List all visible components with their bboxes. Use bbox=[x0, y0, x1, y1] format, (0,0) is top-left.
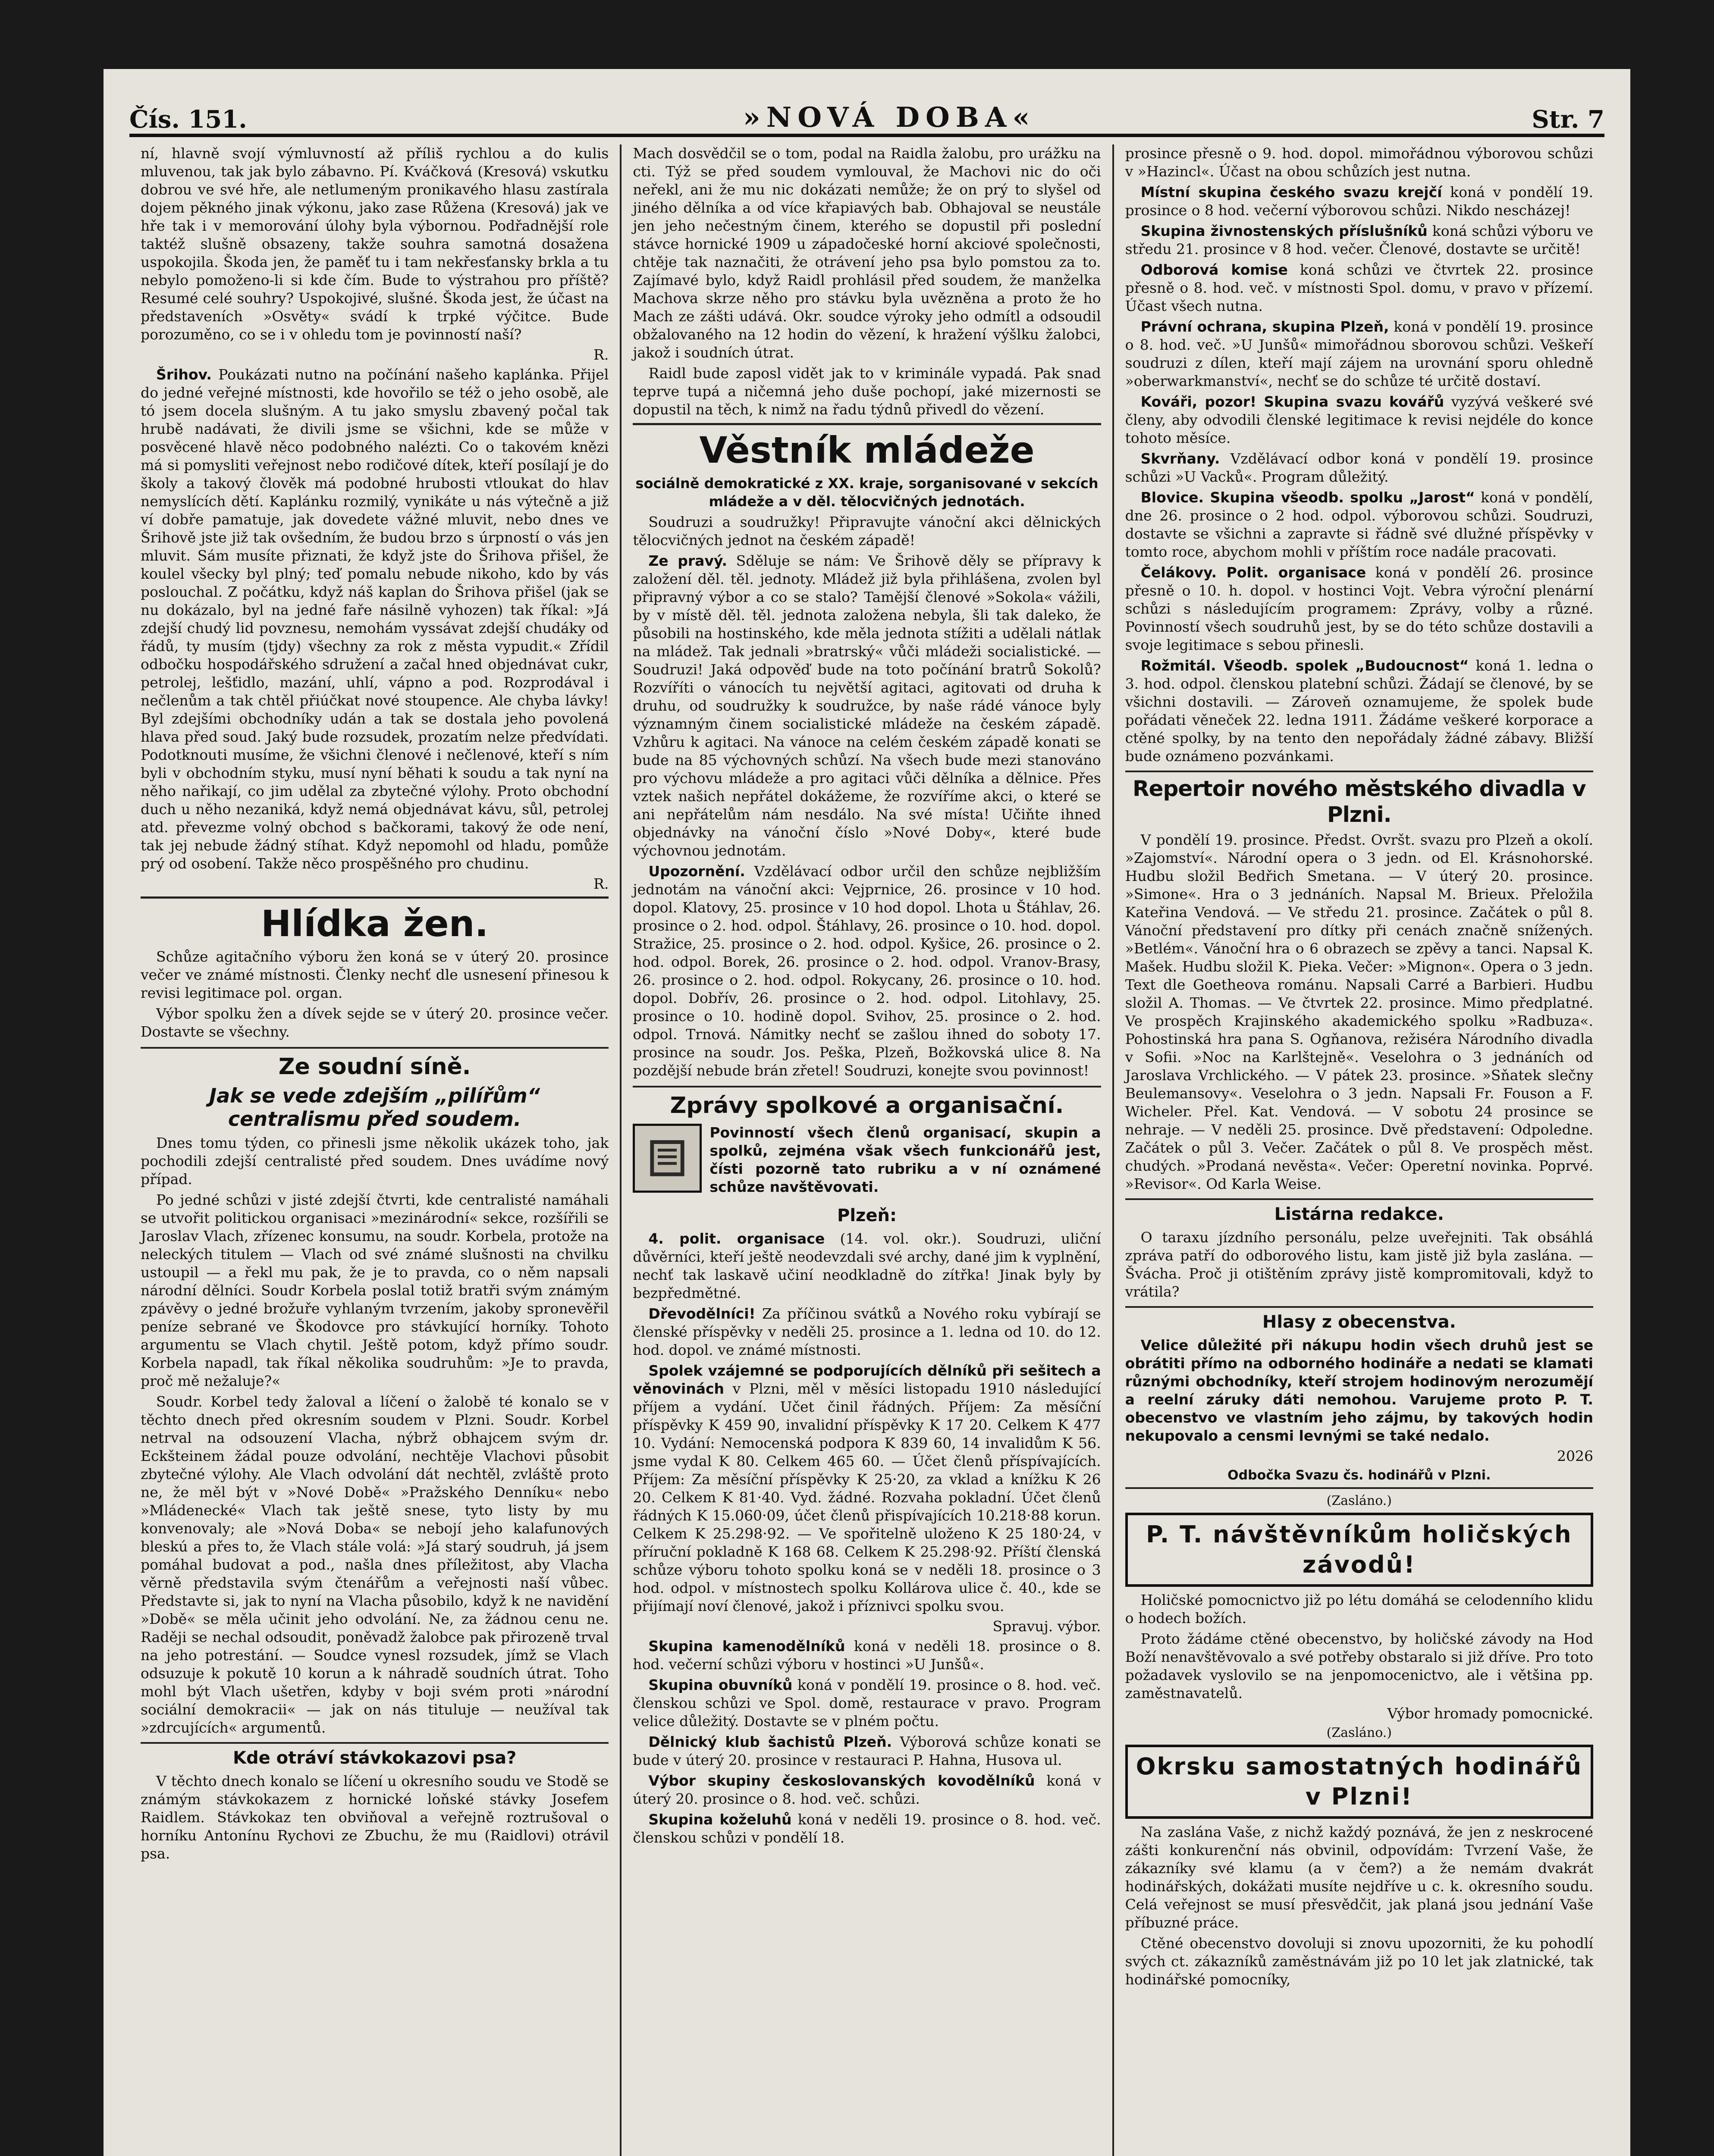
assoc-item-heading-10: Skupina živnostenských příslušníků bbox=[1140, 222, 1428, 239]
divider bbox=[1125, 1487, 1593, 1489]
associations-section-heading: Zprávy spolkové a organisační. bbox=[633, 1086, 1101, 1119]
letters-text: O taraxu jízdního personálu, pelze uveřejniti. Tak obsáhlá zpráva patří do odborového listu, kam jistě již byla zaslána. — Švácha. Proč ji otištěním zprávy jistě kompromitovali, když to vrátila? bbox=[1125, 1229, 1593, 1300]
youth-section-subtitle: sociálně demokratické z XX. kraje, sorganisované v sekcích mládeže a v děl. tělocvičných jednotách. bbox=[635, 475, 1099, 510]
column-3 bbox=[1114, 144, 1604, 2156]
assoc-item-heading-13: Kováři, pozor! Skupina svazu kovářů bbox=[1140, 393, 1444, 410]
barbers-notice-text-1: Holičské pomocnictvo již po létu domáhá se celodenního klidu o hodech božích. bbox=[1125, 1592, 1593, 1626]
page-number: Str. 7 bbox=[1532, 105, 1604, 134]
assoc-item-heading-5: Skupina obuvníků bbox=[648, 1677, 793, 1693]
srihov-signature: R. bbox=[593, 875, 609, 892]
youth-item-heading-2: Upozornění. bbox=[648, 863, 745, 880]
assoc-item-heading-17: Rožmitál. Všeodb. spolek „Budoucnost“ bbox=[1140, 657, 1469, 674]
assoc-item-text-3: v Plzni, měl v měsíci listopadu 1910 následující příjem a vydání. Učet činil řádných. Příjem: Za měsíční příspěvky K 459 90, invalidní příspěvky K 17 20. Celkem K 477 10. Vydání: Nemocenská podpora K 839 60, 14 invalidům K 56. jsme vydal K 80. Celkem 465 60. — Účet členů příspívajících. Příjem: Za měsíční příspěvky K 25·20, za vklad a knížku K 26 20. Celkem K 81·40. Vyd. žádné. Rozvaha pokladní. Účet členů řádných K 15.060·09, účet členů přispívajících 10.218·88 korun. Celkem K 25.298·92. — Ve spořitelně uloženo K 25 180·24, v příruční pokladně K 168 68. Celkem K 25.298·92. Příští členská schůze výboru tohoto spolku koná se v neděli 18. prosince o 3 hod. odpol. v místnostech spolku Kollárova ulice č. 40., kde se přijímají noví členové, jakož i příznivci spolku svou. bbox=[633, 1380, 1101, 1614]
assoc-item-heading-15: Blovice. Skupina všeodb. spolku „Jarost“ bbox=[1140, 489, 1475, 506]
youth-item-text-1: Sděluje se nám: Ve Šrihově děly se přípravy k založení děl. těl. jednoty. Mládež již byla přihlášena, zvolen byl připravný výbor a co se stalo? Tamější členové »Sokola« vážili, by v místě děl. těl. jednota založena nebyla, šli tak daleko, že působili na hostinského, kde měla jednota stížiti a udělali nátlak na mládež. Tak jednali »bratrský« vůči mládeži socialistické. — Soudruzi! Jaká odpověď bude na toto počínání bratrů Sokolů? Rozvíříti o vánocích tu největší agitaci, agitovati od druha k druhu, od soudružky k soudružce, by naše rádé vánoce byly významným činem socialistické mládeže na českém západě. Vzhůru k agitaci. Na vánoce na celém českém západě konati se bude na 85 výchovných schůzí. Na všech bude mezi stanováno pro výchovu mládeže a pro agitaci vůči dělníka a dělnice. Přes vztek našich nepřátel dokážeme, že rozvíříme akci, o které se ani nepřátelům nám nesdálo. Na své místa! Učiňte ihned objednávky na vánoční číslo »Nové Doby«, které bude výchovnou jednotám. bbox=[633, 552, 1101, 859]
strike-paragraph-3: Raidl bude zaposl vidět jak to v kriminále vypadá. Pak snad teprve tupá a ničemná jeho duše pochopí, jaké mizernosti se dopustil na těch, k nimž na řadu týdnů přivedl do vězení. bbox=[633, 365, 1101, 418]
women-section-heading: Hlídka žen. bbox=[141, 896, 609, 944]
paper-title: »NOVÁ DOBA« bbox=[743, 101, 1036, 134]
sent-in-label-2: (Zasláno.) bbox=[1326, 1725, 1392, 1740]
assoc-item-text-5: koná v pondělí 19. prosince o 8. hod. več. členskou schůzi ve Spol. domě, restaurace v pravo. Program velice důležitý. Dostavte se v plném počtu. bbox=[633, 1677, 1101, 1730]
public-voices-signature: Odbočka Svazu čs. hodinářů v Plzni. bbox=[1227, 1468, 1491, 1483]
masthead bbox=[129, 86, 1604, 137]
srihov-heading: Šrihov. bbox=[156, 366, 212, 383]
assoc-item-text-6: Výborová schůze konati se bude v úterý 20. prosince v restauraci P. Hahna, Husova ul. bbox=[633, 1733, 1101, 1768]
assoc-item-heading-6: Dělnický klub šachistů Plzeň. bbox=[648, 1733, 892, 1750]
assoc-item-text-7: koná v úterý 20. prosince o 8. hod. več. schůzi. bbox=[633, 1772, 1101, 1807]
assoc-item-heading-4: Skupina kamenodělníků bbox=[648, 1638, 845, 1655]
assoc-item-text-15: koná v pondělí, dne 26. prosince o 2 hod. odpol. výborovou schůzi. Soudruzi, dostavte se všichni a zapravte si řádně své dlužné příspěvky v tomto roce, abychom mohli v příštím roce nadále pracovati. bbox=[1125, 489, 1593, 560]
assoc-item-heading-1: 4. polit. organisace bbox=[648, 1230, 825, 1247]
city-heading: Plzeň: bbox=[837, 1206, 897, 1225]
newspaper-page bbox=[104, 69, 1630, 2156]
associations-notice bbox=[633, 1124, 1101, 1196]
assoc-item-text-17: koná 1. ledna o 3. hod. odpol. členskou platební schůzi. Žádají se členové, by se všichni dostavili. — Zároveň oznamujeme, že spolek bude pořádati věneček 22. ledna 1911. Žádáme veškeré korporace a ctěné spolky, by na tento den nepořádaly žádné zábavy. Bližší bude oznámeno pozvánkami. bbox=[1125, 657, 1593, 765]
columns bbox=[129, 144, 1604, 2156]
assoc-item-heading-16: Čelákovy. Polit. organisace bbox=[1140, 564, 1366, 581]
assoc-item-text-1: (14. vol. okr.). Soudruzi, uliční důvěrníci, kteří ještě neodevzdali své archy, dané jim k vyplnění, nechť tak laskavě učiní neodkladně do zítřka! Jinak byly by bezpředmětné. bbox=[633, 1230, 1101, 1301]
court-article-title: Jak se vede zdejším „pilířům“ centralismu před soudem. bbox=[209, 1084, 540, 1131]
strike-article-title: Kde otráví stávkokazovi psa? bbox=[141, 1742, 609, 1769]
assoc-item-text-10: koná schůzi výboru ve středu 21. prosince v 8 hod. večer. Členové, dostavte se určitě! bbox=[1125, 222, 1593, 257]
barbers-notice-text-2: Proto žádáme ctěné obecenstvo, by holičské závody na Hod Boží nenavštěvovalo a své potřeby obstaralo si již dříve. Pro toto požadavek vyslovilo se na jenpomocenictvo, ale i většina pp. zaměstnavatelů. bbox=[1125, 1630, 1593, 1702]
public-voices-number: 2026 bbox=[1557, 1448, 1593, 1464]
public-voices-heading: Hlasy z obecenstva. bbox=[1125, 1306, 1593, 1333]
watchmakers-notice-text-1: Na zaslána Vaše, z nichž každý poznává, že jen z neskrocené zášti konkurenční nás obvinil, odpovídám: Tvrzení Vaše, že zákazníky své klamu (a v čem?) a že nemám dvakrát hodinářských, dokážati musíte nejdříve u c. k. okresního soudu. Celá veřejnost se musí přesvědčit, jak planá jsou jednání Vaše příbuzné práce. bbox=[1125, 1824, 1593, 1931]
assoc-item-signature-3: Spravuj. výbor. bbox=[992, 1618, 1101, 1635]
column-1 bbox=[129, 144, 622, 2156]
assoc-item-text-4: koná v neděli 18. prosince o 8. hod. večerní schůzi výboru v hostinci »U Junšů«. bbox=[633, 1638, 1101, 1673]
theatre-repertoire-text: V pondělí 19. prosince. Předst. Ovršt. svazu pro Plzeň a okolí. »Zajomství«. Národní opera o 3 jedn. od El. Krásnohorské. Hudbu složil Bedřich Smetana. — V úterý 20. prosince. »Simone«. Hra o 3 jednáních. Napsal M. Brieux. Přeložila Kateřina Vendová. — Ve středu 21. prosince. Začátek o půl 8. Vánoční představení pro dítky při cenách značně snížených. »Betlém«. Vánoční hra o 6 obrazech se zpěvy a tanci. Napsal K. Mašek. Hudbu složil K. Pieka. Večer: »Mignon«. Opera o 3 jedn. Text dle Goetheova románu. Napsali Carré a Barbieri. Hudbu složil A. Thomas. — Ve čtvrtek 22. prosince. Mimo předplatné. Ve prospěch Krajinského akademického spolku »Radbuza«. Pohostinská hra pana S. Ogňanova, režiséra Národního divadla v Sofii. »Noc na Karlštejně«. Veselohra o 3 jednáních od Jaroslava Vrchlického. — V pátek 23. prosince. »Sňatek slečny Beulemansovy«. Veselohra o 3 jedn. Napsali Fr. Fouson a F. Wicheler. Přel. Kat. Vendová. — V sobotu 24 prosince se nehraje. — V neděli 25. prosince. Dvě představení: Odpoledne. Začátek o půl 3. Večer. Začátek o půl 8. Ve prospěch měst. chudých. »Prodaná nevěsta«. Večer: Operetní novinka. Poprvé. »Revisor«. Od Karla Weise. bbox=[1125, 831, 1593, 1192]
theatre-review-signature: R. bbox=[593, 346, 609, 363]
strike-paragraph-2: Mach dosvědčil se o tom, podal na Raidla žalobu, pro urážku na cti. Týž se před soudem vymlouval, že Machovi nic do oči neřekl, ani že mu nic dokázati nemůže; že on prý to slyšel od jiného dělníka a od více křapiavých bab. Obhajoval se neustále jen jeho nečestným činem, kterého se dopustil při poslední stávce hornické 1909 u západočeské horní akciové společnosti, chtěje tak naznačiti, že otrávení jeho psa bylo pomstou za to. Zajímavé bylo, když Raidl prohlásil před soudem, že manželka Machova skrze něho pro stávku byla uvězněna a proto že ho Mach ze zášti udává. Okr. soudce výroky jeho odmítl a odsoudil obžalovaného na 12 hodin do vězení, k hražení výšlku žalobci, jakož i soudních útrat. bbox=[633, 145, 1101, 361]
court-paragraph-1: Dnes tomu týden, co přinesli jsme několik ukázek toho, jak pochodili zdejší centralisté před soudem. Dnes uvádíme nový případ. bbox=[141, 1134, 609, 1188]
public-voices-text: Velice důležité při nákupu hodin všech druhů jest se obrátiti přímo na odborného hodináře a nedati se klamati různými obchodníky, kteří strojem hodinovým nerozumějí a reelní záruky dáti nemohou. Varujeme proto P. T. obecenstvo ve vlastním jeho zájmu, by takových hodin nekupovalo a censmi levnými se také nedalo. bbox=[1125, 1337, 1593, 1444]
assoc-item-text-11: koná schůzi ve čtvrtek 22. prosince přesně o 8. hod. več. v místnosti Spol. domu, v pravo v přízemí. Účast všech nutna. bbox=[1125, 261, 1593, 314]
assoc-item-heading-3: Spolek vzájemné se podporujících dělníků při sešitech a věnovinách bbox=[633, 1362, 1101, 1397]
women-notice-1: Schůze agitačního výboru žen koná se v úterý 20. prosince večer ve známé místnosti. Členky nechť dle usnesení přinesou k revisi legitimace pol. organ. bbox=[141, 948, 609, 1001]
strike-paragraph-1: V těchto dnech konalo se líčení u okresního soudu ve Stodě se známým stávkokazem z hornické loňské stávky Josefem Raidlem. Stávkokaz ten obviňoval a veřejně roztrušoval o horníku Antonínu Rychovi ze Zbuchu, že mu (Raidlovi) otrávil psa. bbox=[141, 1773, 609, 1862]
sent-in-label-1: (Zasláno.) bbox=[1326, 1493, 1392, 1508]
theatre-review-text: ní, hlavně svojí výmluvností až příliš rychlou a do kulis mluvenou, tak jak bylo zábavno. Pí. Kváčková (Kresová) vskutku dobrou ve své hře, ale netlumeným pronikavého hlasu zastírala dojem pěkného jinak výkonu, jako zase Růžena (Kresová) jak ve hře tak i v memorování úlohy byla výbornou. Podřadnější role taktéž slušně obsazeny, takže souhra samotná dosažena uspokojila. Škoda jen, že paměť tu i tam nekřesťansky brkla a tu nebylo pomoženo-li si kde čím. Bude to výstrahou pro příště? Resumé celé souhry? Uspokojivé, slušné. Škoda jest, že účast na představeních »Osvěty« svádí k trpké výčitce. Bude porozuměno, co se i v ohledu tom je povinností naší? bbox=[141, 145, 609, 343]
assoc-item-text-12: koná v pondělí 19. prosince o 8. hod. več. »U Junšů« mimořádnou sborovou schůzi. Veškeří soudruzi z dílen, kteří mají zájem na urovnání sporu ohledně »oberwarkmanství«, nechť se do schůze té určitě dostaví. bbox=[1125, 318, 1593, 389]
issue-number: Čís. 151. bbox=[129, 105, 247, 134]
assoc-item-text-14: Vzdělávací odbor koná v pondělí 19. prosince schůzi »U Vacků«. Program důležitý. bbox=[1125, 450, 1593, 485]
letters-heading: Listárna redakce. bbox=[1125, 1198, 1593, 1225]
assoc-item-heading-7: Výbor skupiny českoslovanských kovodělníků bbox=[648, 1772, 1035, 1789]
assoc-item-heading-2: Dřevodělníci! bbox=[648, 1305, 756, 1322]
column-2 bbox=[622, 144, 1114, 2156]
youth-item-text-2: Vzdělávací odbor určil den schůze nejbližším jednotám na vánoční akci: Vejprnice, 26. prosince v 10 hod. dopol. Klatovy, 25. prosince v 10 hod dopol. Lhota u Štáhlav, 26. prosince o 2. hod. odpol. Štáhlavy, 26. prosince o 10. hod. dopol. Stražice, 25. prosince o 2. hod. odpol. Kyšice, 26. prosince o 2. hod. odpol. Borek, 26. prosince o 2. hod. odpol. Vranov-Brasy, 26. prosince o 2. hod. odpol. Rokycany, 26. prosince o 10. hod. dopol. Dobřív, 26. prosince o 2. hod. odpol. Litohlavy, 25. prosince o 10. hodině dopol. Svihov, 25. prosince o 2. hod. odpol. Trnová. Námitky nechť se zašlou ihned do soboty 17. prosince na soudr. Jos. Peška, Plzeň, Božkovská ulice 8. Na pozdější nebude brán zřetel! Soudruzi, konejte svou povinnost! bbox=[633, 863, 1101, 1079]
theatre-repertoire-heading: Repertoir nového městského divadla v Plzni. bbox=[1125, 771, 1593, 827]
assoc-item-text-2: Za příčinou svátků a Nového roku vybírají se členské příspěvky v neděli 25. prosince a 1. ledna od 10. do 12. hod. dopol. ve známé místnosti. bbox=[633, 1305, 1101, 1358]
assoc-item-heading-14: Skvrňany. bbox=[1140, 450, 1220, 467]
assoc-item-heading-12: Právní ochrana, skupina Plzeň, bbox=[1140, 318, 1389, 335]
assoc-item-heading-11: Odborová komise bbox=[1140, 261, 1288, 278]
watchmakers-notice-text-2: Ctěné obecenstvo dovoluji si znovu upozorniti, že ku pohodlí svých ct. zákazníků zaměstnávám již po 10 let jak zlatnické, tak hodinářské pomocníky, bbox=[1125, 1935, 1593, 1988]
assoc-item-text-9: koná v pondělí 19. prosince o 8 hod. večerní výborovou schůzi. Nikdo nescházej! bbox=[1125, 184, 1593, 219]
assoc-item-heading-9: Místní skupina českého svazu krejčí bbox=[1140, 184, 1442, 201]
associations-notice-text: Povinností všech členů organisací, skupin a spolků, zejména však všech funkcionářů jest, čísti pozorně tato rubriku a v ní oznámené schůze navštěvovati. bbox=[709, 1124, 1101, 1195]
assoc-item-text-8: koná v neděli 19. prosince o 8. hod. več. členskou schůzi v pondělí 18. bbox=[633, 1811, 1101, 1846]
women-notice-2: Výbor spolku žen a dívek sejde se v úterý 20. prosince večer. Dostavte se všechny. bbox=[141, 1005, 609, 1040]
court-paragraph-2: Po jedné schůzi v jisté zdejší čtvrti, kde centralisté namáhali se utvořit politickou organisaci »mezinárodní« sekce, rozšířili se Jaroslav Vlach, zřízenec konsumu, na soudr. Korbela, protože na neleckých titulem — Vlach od své známé slušnosti na chvilku ustoupil — a řekl mu pak, že je to pravda, co o něm napsali národní dělníci. Soudr Korbela poslal totiž bratři svým známým zpávěvy o jedné brožuře vyhlaným tvrzením, jakoby spronevěřil peníze sebrané ve Škodovce pro stávkující horníky. Tohoto argumentu se Vlach chytil. Ještě potom, když přímo soudr. Korbela napadl, tak říkal několika soudruhům: »Je to pravda, proč mě nežaluje?« bbox=[141, 1191, 609, 1389]
court-section-heading: Ze soudní síně. bbox=[141, 1047, 609, 1081]
youth-appeal: Soudruzi a soudružky! Připravujte vánoční akci dělnických tělocvičných jednot na českém západě! bbox=[633, 514, 1101, 548]
assoc-item-heading-8: Skupina koželuhů bbox=[648, 1811, 792, 1828]
youth-section-heading: Věstník mládeže bbox=[633, 423, 1101, 471]
barbers-notice-signature: Výbor hromady pomocnické. bbox=[1387, 1705, 1593, 1722]
book-icon bbox=[633, 1124, 702, 1193]
youth-item-heading-1: Ze pravý. bbox=[648, 552, 727, 569]
assoc-item-text-13: vyzývá veškeré své členy, aby odvodili členské legitimace k revisi nejdéle do konce tohoto měsíce. bbox=[1125, 393, 1593, 446]
barbers-notice-title: P. T. návštěvníkům holičských závodů! bbox=[1125, 1513, 1593, 1587]
srihov-text: Poukázati nutno na počínání našeho kaplánka. Přijel do jedné veřejné místnosti, kde hovořilo se též o jeho osobě, ale tó jsem docela slušným. A tu jako smyslu zbavený počal tak hrubě nadávati, že divili jsme se všichni, kde se může v posvěcené hlavě něco podobného nalézti. Co o takovém knězi má si pomysliti veřejnost nebo rodičové dítek, kteří posílají je do školy a takový člověk má podobné hrubosti vtloukat do hlav nemyslících dětí. Kaplánku rozmilý, vynikáte u nás výtečně a již ví dobře pamatuje, jak dovedete vážné mluvit, nebo dnes ve Šrihově jste již tak ovšedním, že budou brzo s úrpností o vás jen mluvit. Sám musíte přiznati, že když jste do Šrihova přišel, že koulel všecky byl plný; teď pomalu nebude nikoho, kdo by vás poslouchal. Z počátku, když náš kaplan do Šrihova přišel (jak se nu dokázalo, byl na jedné faře násilně vyhozen) tak říkal: »Já zdejší chudý lid povznesu, nemohám vyssávat zdejší chudáky od řádů, ty musím (tjdy) všechny za rok z města vypudit.« Zřídil odbočku hospodářského sdružení a začal hned objednávat cukr, petrolej, lešťidlo, mazání, uhlí, vápno a pod. Rozprodával i nečlenům a tak chtěl přiúčkat nové stoupence. Ale chyba lávky! Byl zdejšími obchodníky udán a tak se dostala jeho povolená hlava před soud. Jaký bude rozsudek, prozatím nelze předvídati. Podotknouti musíme, že všichni členové i nečlenové, kteří s ním byli v obchodním styku, musí nyní běhati k soudu a tak nyní na něho nařikají, co jim udělal za zbytečné výlohy. Proto obchodní duch u něho nezaniká, když nemá objednávat kávu, sůl, petrolej atd. převezme volný obchod s bačkorami, takový že ode není, tak jej nebude žádný stíhat. Když nepomohl od hladu, pomůže prý od osobení. Takže něco prospěšného pro chudinu. bbox=[141, 366, 609, 872]
assoc-item-text-16: koná v pondělí 26. prosince přesně o 10. h. dopol. v hostinci Vojt. Vebra výroční plenární schůzi s následujícím programem: Zprávy, volby a různé. Povinností všech soudruhů jest, by se do této schůze dostavili a svoje legitimace s sebou přinesli. bbox=[1125, 564, 1593, 653]
court-paragraph-3: Soudr. Korbel tedy žaloval a líčení o žalobě té konalo se v těchto dnech před okresním soudem v Plzni. Soudr. Korbel netrval na odsouzení Vlacha, nýbrž obhajcem svým dr. Eckšteinem žádal pouze odvolání, nechtěje Vlachovi působit zbytečné výlohy. Ale Vlach odvolání dát nechtěl, zvláště proto ne, že měl být v »Nové Době« »Pražského Denníku« nebo »Mládenecké« Vlach tak ještě snese, tyto listy by mu konvenovaly; ale »Nová Doba« se nebojí jeho kalafunových bleskú a přes to, že Vlach stále volá: »Já starý soudruh, já jsem pomáhal budovat a pod., našla dnes příležitost, aby Vlacha věrně představila svým čtenářům a veřejnosti naší vůbec. Představte si, jak to nyní na Vlacha působilo, když k ne navidění »Době« se měla učinit jeho odvolání. Ne, za žádnou cenu ne. Raději se nechal odsoudit, poněvadž žalobce pak přirozeně trval na jeho potrestání. — Soudce vynesl rozsudek, jímž se Vlach odsuzuje k pokutě 10 korun a k náhradě soudních útrat. Toho mohl být Vlach ušetřen, kdyby v boji svém proti »národní sociální demokracii« — jak on nás tituluje — neužíval tak »zdrcujících« argumentů. bbox=[141, 1393, 609, 1736]
assoc-continued-text: prosince přesně o 9. hod. dopol. mimořádnou výborovou schůzi v »Hazincl«. Účast na obou schůzích jest nutna. bbox=[1125, 145, 1593, 180]
watchmakers-notice-title: Okrsku samostatných hodinářů v Plzni! bbox=[1125, 1745, 1593, 1819]
